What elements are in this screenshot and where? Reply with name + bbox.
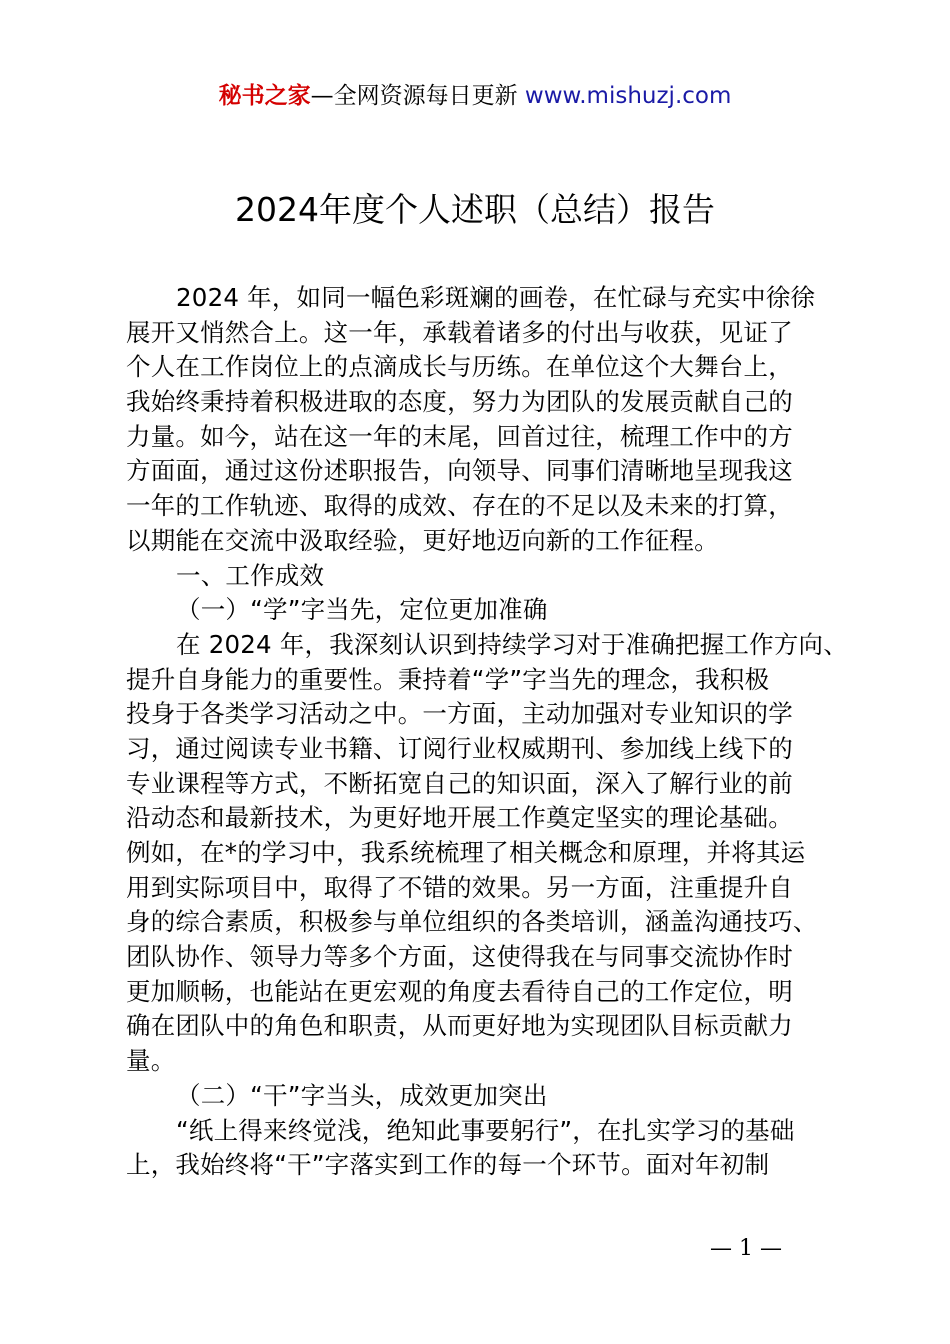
text-line: （一）“学”字当先，定位更加准确 <box>176 595 548 625</box>
text-line: 以期能在交流中汲取经验，更好地迈向新的工作征程。 <box>126 525 719 555</box>
document-title: 2024年度个人述职（总结）报告 <box>235 190 715 229</box>
brand-name: 秘书之家 <box>218 83 311 109</box>
text-line: 沿动态和最新技术，为更好地开展工作奠定坚实的理论基础。 <box>126 803 793 833</box>
text-line: 2024 年，如同一幅色彩斑斓的画卷，在忙碌与充实中徐徐 <box>176 283 816 312</box>
text-line: 个人在工作岗位上的点滴成长与历练。在单位这个大舞台上， <box>126 352 793 382</box>
text-line: 量。 <box>126 1046 176 1076</box>
site-header <box>0 80 950 112</box>
text-line: 投身于各类学习活动之中。一方面，主动加强对专业知识的学 <box>126 699 793 729</box>
text-line: 我始终秉持着积极进取的态度，努力为团队的发展贡献自己的 <box>126 387 793 417</box>
text-line: 团队协作、领导力等多个方面，这使得我在与同事交流协作时 <box>126 942 793 972</box>
text-line: 例如，在*的学习中，我系统梳理了相关概念和原理，并将其运 <box>126 838 806 867</box>
text-line: 上，我始终将“干”字落实到工作的每一个环节。面对年初制 <box>126 1150 770 1180</box>
text-line: 身的综合素质，积极参与单位组织的各类培训，涵盖沟通技巧、 <box>126 907 818 937</box>
text-line: “纸上得来终觉浅，绝知此事要躬行”，在扎实学习的基础 <box>176 1115 795 1145</box>
text-line: 习，通过阅读专业书籍、订阅行业权威期刊、参加线上线下的 <box>126 733 793 763</box>
text-line: （二）“干”字当头，成效更加突出 <box>176 1080 548 1110</box>
page-number: — 1 — <box>710 1236 782 1261</box>
site-url-link[interactable]: www.mishuzj.com <box>524 83 732 109</box>
text-line: 一年的工作轨迹、取得的成效、存在的不足以及未来的打算， <box>126 491 793 521</box>
text-line: 方面面，通过这份述职报告，向领导、同事们清晰地呈现我这 <box>126 456 793 486</box>
text-line: 专业课程等方式，不断拓宽自己的知识面，深入了解行业的前 <box>126 768 793 798</box>
text-line: 用到实际项目中，取得了不错的效果。另一方面，注重提升自 <box>126 872 793 902</box>
text-line: 提升自身能力的重要性。秉持着“学”字当先的理念，我积极 <box>126 664 770 694</box>
header-tagline: —全网资源每日更新 <box>310 83 518 109</box>
text-line: 力量。如今，站在这一年的末尾，回首过往，梳理工作中的方 <box>126 421 793 451</box>
text-line: 展开又悄然合上。这一年，承载着诸多的付出与收获，见证了 <box>126 317 793 347</box>
text-line: 一、工作成效 <box>176 560 325 590</box>
text-line: 更加顺畅，也能站在更宏观的角度去看待自己的工作定位，明 <box>126 976 793 1006</box>
text-line: 确在团队中的角色和职责，从而更好地为实现团队目标贡献力 <box>126 1011 793 1041</box>
text-line: 在 2024 年，我深刻认识到持续学习对于准确把握工作方向、 <box>176 629 848 659</box>
document-body <box>126 281 846 1183</box>
